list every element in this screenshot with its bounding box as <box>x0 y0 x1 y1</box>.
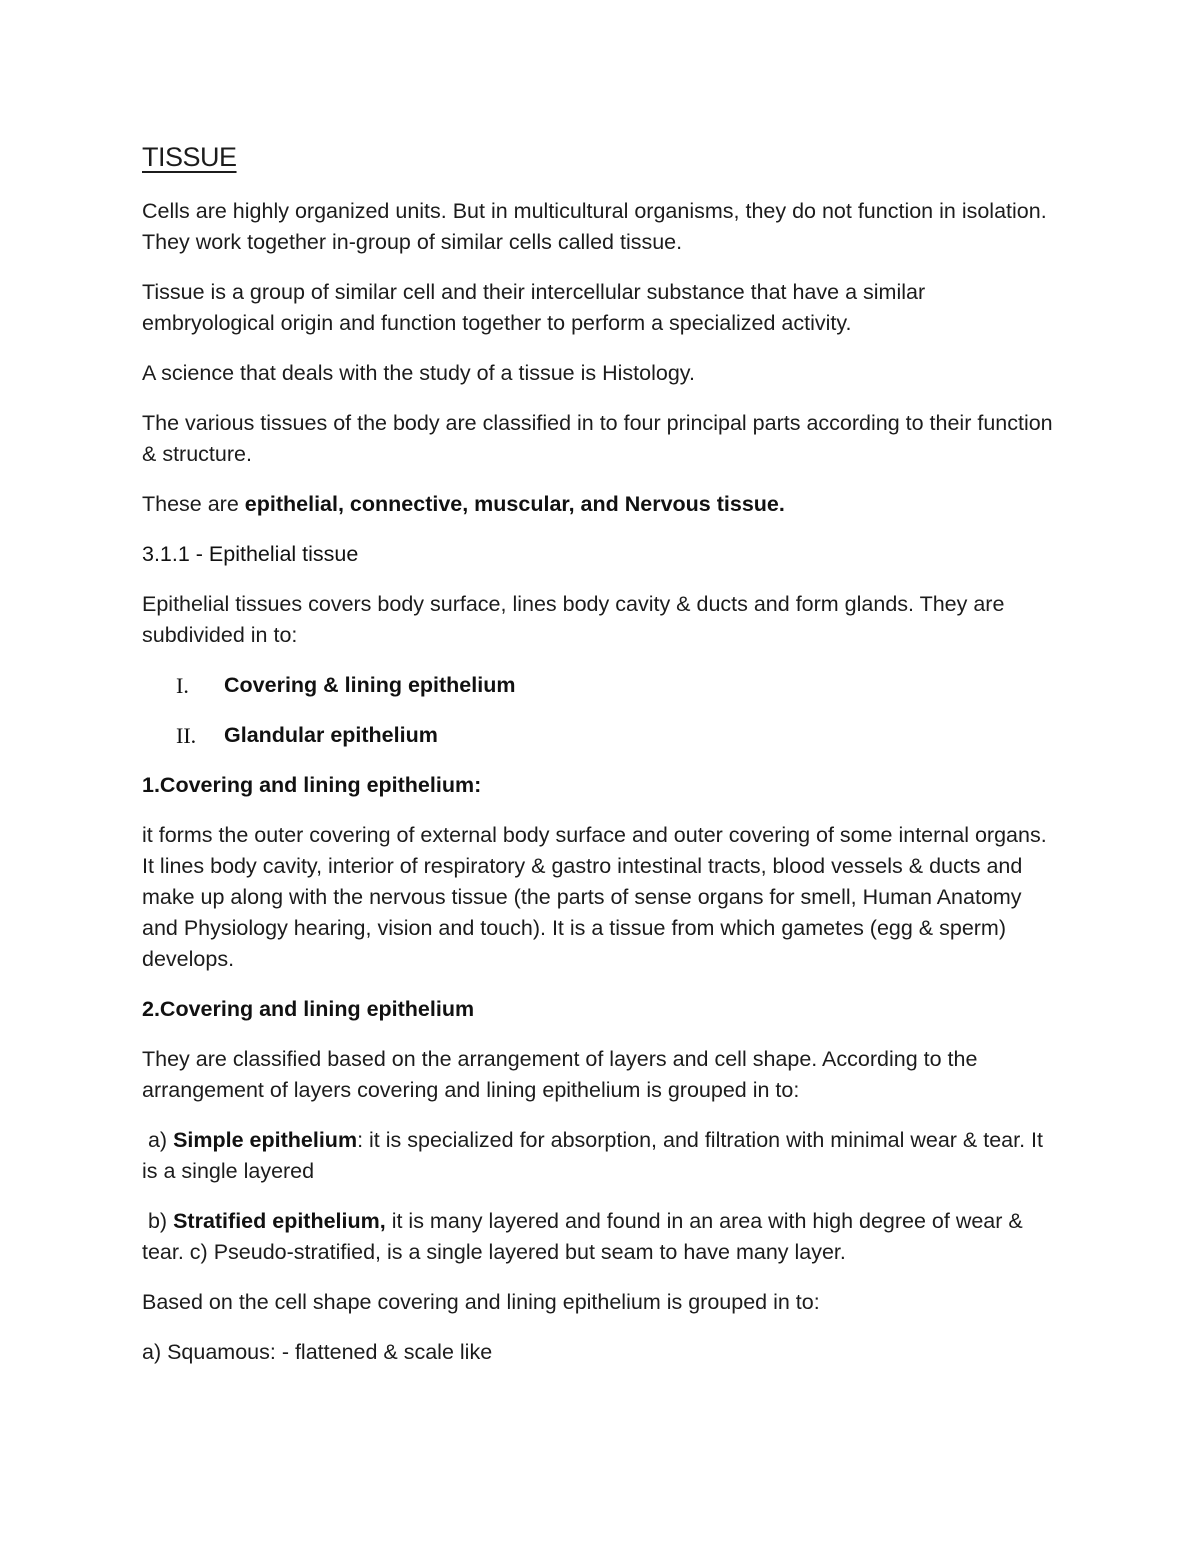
section-heading-covering-1: 1.Covering and lining epithelium: <box>142 773 482 797</box>
paragraph-histology: A science that deals with the study of a tissue is Histology. <box>142 361 695 385</box>
epithelium-subdivision-list <box>142 670 1062 751</box>
list-item <box>142 670 1062 701</box>
list-item <box>142 720 1062 751</box>
simple-lead: a) <box>142 1128 174 1152</box>
paragraph-classification: The various tissues of the body are classified in to four principal parts according to their function & structure. <box>142 411 1053 466</box>
simple-description: : it is specialized for absorption, and filtration with minimal wear & tear. It is a single layered <box>142 1128 1043 1183</box>
tissue-types-lead: These are <box>142 492 245 516</box>
paragraph-tissue-definition: Tissue is a group of similar cell and their intercellular substance that have a similar embryological origin and function together to perform a specialized activity. <box>142 280 926 335</box>
section-heading-epithelial: 3.1.1 - Epithelial tissue <box>142 542 359 566</box>
stratified-term: Stratified epithelium, <box>173 1209 386 1233</box>
list-item-number: I. <box>176 673 189 698</box>
paragraph-squamous: a) Squamous: - flattened & scale like <box>142 1340 493 1364</box>
paragraph-cells: Cells are highly organized units. But in multicultural organisms, they do not function in isolation. They work together in-group of similar cells called tissue. <box>142 199 1047 254</box>
document-page <box>142 140 1062 1387</box>
stratified-description: it is many layered and found in an area with high degree of wear & tear. c) Pseudo-stratified, is a single layered but seam to have many layer. <box>142 1209 1023 1264</box>
simple-term: Simple epithelium <box>173 1128 358 1152</box>
paragraph-stratified-epithelium <box>142 1206 1062 1268</box>
paragraph-classification-layers: They are classified based on the arrangement of layers and cell shape. According to the arrangement of layers covering and lining epithelium is grouped in to: <box>142 1047 978 1102</box>
stratified-lead: b) <box>142 1209 174 1233</box>
paragraph-simple-epithelium <box>142 1125 1062 1187</box>
list-item-number: II. <box>176 723 197 748</box>
tissue-types-list: epithelial, connective, muscular, and Nervous tissue. <box>244 492 785 516</box>
page-title: TISSUE <box>142 142 237 172</box>
section-heading-covering-2: 2.Covering and lining epithelium <box>142 997 475 1021</box>
paragraph-covering-body: it forms the outer covering of external body surface and outer covering of some internal organs. It lines body cavity, interior of respiratory & gastro intestinal tracts, blood vessels & ducts and make up along with the nervous tissue (the parts of sense organs for smell, Human Anatomy and Physiology hearing, vision and touch). It is a tissue from which gametes (egg & sperm) develops. <box>142 823 1047 971</box>
paragraph-epithelial-intro: Epithelial tissues covers body surface, lines body cavity & ducts and form glands. They are subdivided in to: <box>142 592 1005 647</box>
list-item-text: Covering & lining epithelium <box>224 673 516 697</box>
paragraph-tissue-types <box>142 489 1062 520</box>
list-item-text: Glandular epithelium <box>224 723 438 747</box>
paragraph-cell-shape-intro: Based on the cell shape covering and lining epithelium is grouped in to: <box>142 1290 820 1314</box>
